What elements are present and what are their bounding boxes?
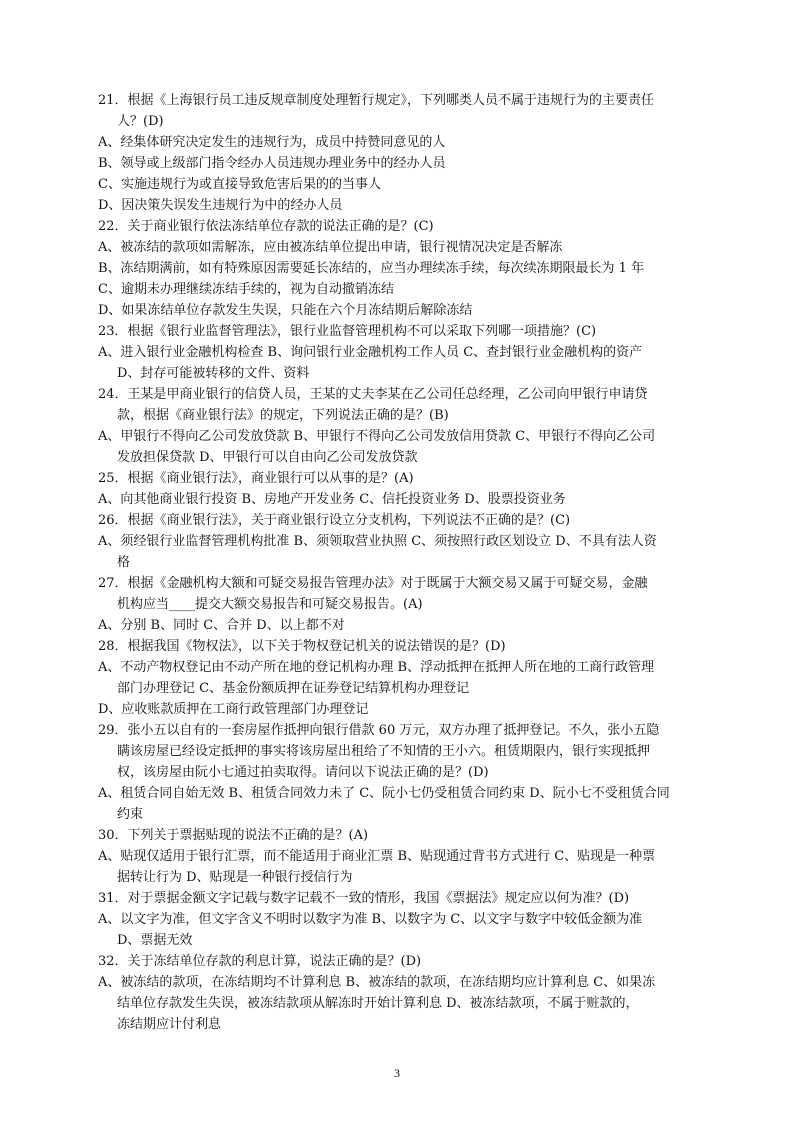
- text-line: D、如果冻结单位存款发生失误，只能在六个月冻结期后解除冻结: [98, 303, 473, 318]
- text-line: A、须经银行业监督管理机构批准 B、须领取营业执照 C、须按照行政区划设立 D、不具有法人资: [98, 534, 657, 549]
- text-line: 21．根据《上海银行员工违反规章制度处理暂行规定》，下列哪类人员不属于违规行为的主要责任: [98, 93, 655, 108]
- text-line: 25．根据《商业银行法》，商业银行可以从事的是？(A): [98, 471, 414, 486]
- text-line: A、分别 B、同时 C、合并 D、以上都不对: [98, 618, 345, 633]
- text-line: C、实施违规行为或直接导致危害后果的的当事人: [98, 177, 381, 192]
- text-line: 部门办理登记 C、基金份额质押在证券登记结算机构办理登记: [117, 681, 470, 696]
- text-line: 人？(D): [117, 114, 164, 129]
- text-line: C、逾期未办理继续冻结手续的，视为自动撤销冻结: [98, 282, 394, 297]
- text-line: A、被冻结的款项如需解冻，应由被冻结单位提出申请，银行视情况决定是否解冻: [98, 240, 563, 255]
- text-line: 26．根据《商业银行法》，关于商业银行设立分支机构，下列说法不正确的是？(C): [98, 513, 571, 528]
- text-line: 发放担保贷款 D、甲银行可以自由向乙公司发放贷款: [117, 450, 418, 465]
- text-line: 结单位存款发生失误，被冻结款项从解冻时开始计算利息 D、被冻结款项，不属于赃款的，: [117, 996, 639, 1011]
- text-line: 约束: [117, 807, 144, 822]
- text-line: A、进入银行业金融机构检查 B、询问银行业金融机构工作人员 C、查封银行业金融机构的资产: [98, 345, 643, 360]
- text-line: 冻结期应计付利息: [117, 1017, 222, 1032]
- text-line: 瞒该房屋已经设定抵押的事实将该房屋出租给了不知情的王小六。租赁期限内，银行实现抵押: [117, 744, 651, 759]
- page-number: 3: [394, 1066, 400, 1080]
- text-line: 款，根据《商业银行法》的规定，下列说法正确的是？(B): [117, 408, 449, 423]
- text-line: A、被冻结的款项，在冻结期均不计算利息 B、被冻结的款项，在冻结期均应计算利息 C、如果冻: [98, 975, 656, 990]
- text-line: D、票据无效: [117, 933, 193, 948]
- text-line: 22．关于商业银行依法冻结单位存款的说法正确的是？(C): [98, 219, 434, 234]
- text-line: B、领导或上级部门指令经办人员违规办理业务中的经办人员: [98, 156, 446, 171]
- text-line: D、应收账款质押在工商行政管理部门办理登记: [98, 702, 369, 717]
- text-line: 31．对于票据金额文字记载与数字记载不一致的情形，我国《票据法》规定应以何为准？(D): [98, 891, 630, 906]
- text-line: A、租赁合同自始无效 B、租赁合同效力未了 C、阮小七仍受租赁合同约束 D、阮小七不受租赁合同: [98, 786, 670, 801]
- text-line: B、冻结期满前，如有特殊原因需要延长冻结的，应当办理续冻手续，每次续冻期限最长为 1 年: [98, 261, 645, 276]
- question-list: [98, 90, 698, 1035]
- text-line: 27．根据《金融机构大额和可疑交易报告管理办法》对于既属于大额交易又属于可疑交易，金融: [98, 576, 648, 591]
- text-line: 机构应当____提交大额交易报告和可疑交易报告。(A): [117, 597, 423, 612]
- text-line: 24．王某是甲商业银行的信贷人员，王某的丈夫李某在乙公司任总经理，乙公司向甲银行申请贷: [98, 387, 648, 402]
- text-line: 格: [117, 555, 131, 570]
- text-line: D、封存可能被转移的文件、资料: [117, 366, 310, 381]
- text-line: 28．根据我国《物权法》，以下关于物权登记机关的说法错误的是？(D): [98, 639, 506, 654]
- text-line: 32．关于冻结单位存款的利息计算，说法正确的是？(D): [98, 954, 422, 969]
- text-line: 权，该房屋由阮小七通过拍卖取得。请问以下说法正确的是？(D): [117, 765, 489, 780]
- text-line: A、以文字为准，但文字含义不明时以数字为准 B、以数字为 C、以文字与数字中较低金额为准: [98, 912, 643, 927]
- text-line: D、因决策失误发生违规行为中的经办人员: [98, 198, 343, 213]
- text-line: A、向其他商业银行投资 B、房地产开发业务 C、信托投资业务 D、股票投资业务: [98, 492, 566, 507]
- text-line: A、贴现仅适用于银行汇票，而不能适用于商业汇票 B、贴现通过背书方式进行 C、贴现是一种票: [98, 849, 656, 864]
- text-line: A、不动产物权登记由不动产所在地的登记机构办理 B、浮动抵押在抵押人所在地的工商行政管理: [98, 660, 655, 675]
- text-line: 30．下列关于票据贴现的说法不正确的是？(A): [98, 828, 369, 843]
- text-line: A、经集体研究决定发生的违规行为，成员中持赞同意见的人: [98, 135, 446, 150]
- text-line: 29．张小五以自有的一套房屋作抵押向银行借款 60 万元，双方办理了抵押登记。不久，张小五隐: [98, 723, 660, 738]
- text-line: 23．根据《银行业监督管理法》，银行业监督管理机构不可以采取下列哪一项措施？(C): [98, 324, 597, 339]
- text-line: A、甲银行不得向乙公司发放贷款 B、甲银行不得向乙公司发放信用贷款 C、甲银行不得向乙公司: [98, 429, 656, 444]
- text-line: 据转让行为 D、贴现是一种银行授信行为: [117, 870, 353, 885]
